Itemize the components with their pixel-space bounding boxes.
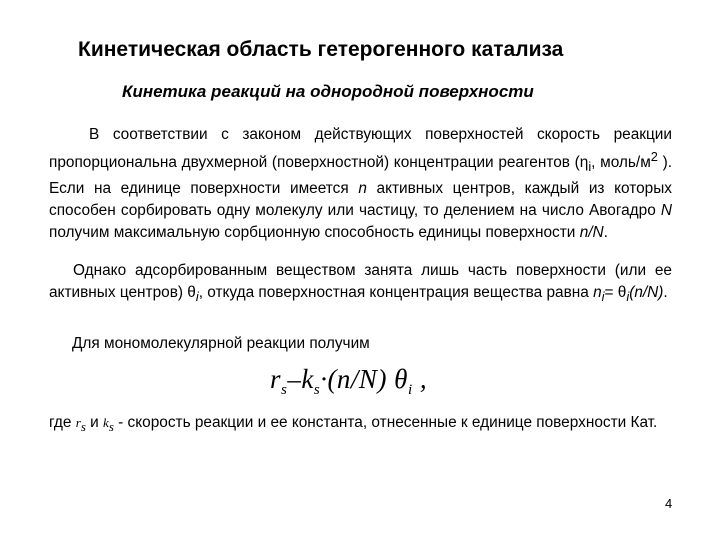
page-number: 4 xyxy=(665,496,673,511)
eta-symbol: η xyxy=(579,154,589,172)
paragraph-surface-concentration: В соответствии с законом действующих поверхностей скорость реакции пропорциональна двухмерной (поверхностной) концентрации реагентов ($\eta_i$, моль/$м^2$ ). Если на единице поверхности имеется n активных центров, каждый из которых способен сорбировать одну молекулу или частицу, то делением на число Авогадро N получим максимальную сорбционную способность единицы поверхности n/N. xyxy=(49,126,672,242)
slide-title: Кинетическая область гетерогенного катализа xyxy=(78,38,564,61)
paragraph-definitions: где $r_s$ и $k_s$ - скорость реакции и ее константа, отнесенные к единице поверхности Кат. xyxy=(49,414,658,435)
slide-subtitle: Кинетика реакций на однородной поверхности xyxy=(122,82,534,101)
rate-formula: $r_s-k_s\cdot(n/N)$ $\theta_i$ , xyxy=(270,364,428,398)
paragraph-monomolecular: Для мономолекулярной реакции получим xyxy=(72,335,370,352)
paragraph-occupied-fraction: Однако адсорбированным веществом занята лишь часть поверхности (или ее активных центров) $\theta_i$, откуда поверхностная концентрация вещества равна $n_i= \theta_i(n/N)$. xyxy=(49,262,672,305)
